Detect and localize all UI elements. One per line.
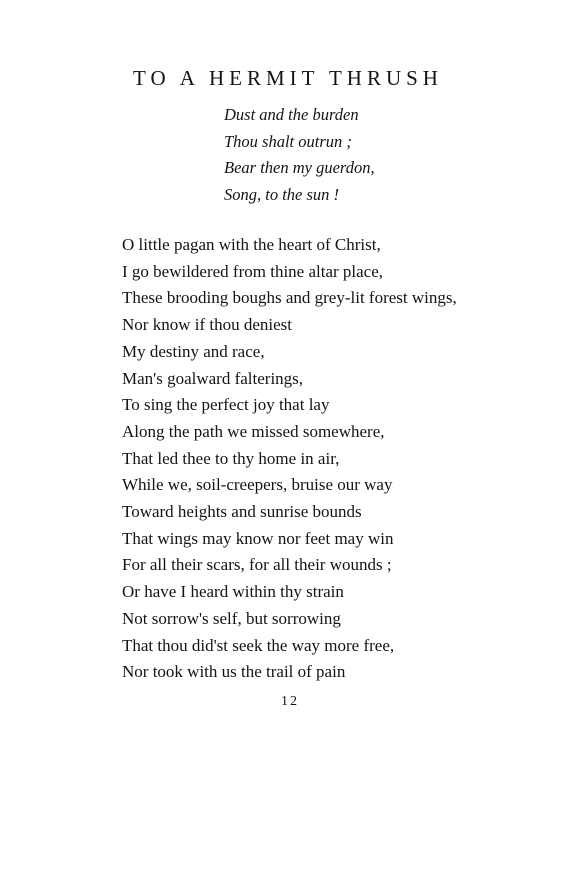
verse-line: While we, soil-creepers, bruise our way [122, 475, 393, 495]
epigraph-line: Song, to the sun ! [224, 184, 340, 204]
poem-title: TO A HERMIT THRUSH [133, 66, 443, 90]
verse-line: Nor know if thou deniest [122, 315, 292, 335]
verse-line: That led thee to thy home in air, [122, 448, 340, 468]
verse-line: O little pagan with the heart of Christ, [122, 235, 381, 254]
epigraph-line: Dust and the burden [224, 105, 359, 124]
verse-line: Along the path we missed somewhere, [122, 421, 385, 441]
page-number: 12 [281, 694, 299, 709]
poem-stanza [122, 232, 457, 686]
verse-line: Toward heights and sunrise bounds [122, 502, 362, 522]
verse-line: Or have I heard within thy strain [122, 582, 344, 602]
verse-line: That wings may know nor feet may win [122, 528, 394, 548]
verse-line: I go bewildered from thine altar place, [122, 261, 384, 281]
verse-line: These brooding boughs and grey-lit forest wings, [122, 288, 457, 308]
verse-line: My destiny and race, [122, 341, 265, 361]
epigraph-line: Bear then my guerdon, [224, 158, 375, 177]
verse-line: Man's goalward falterings, [122, 368, 304, 388]
epigraph [224, 102, 375, 208]
verse-line: Nor took with us the trail of pain [122, 662, 346, 682]
verse-line: To sing the perfect joy that lay [122, 395, 330, 415]
epigraph-line: Thou shalt outrun ; [224, 131, 352, 151]
verse-line: For all their scars, for all their wounds ; [122, 555, 392, 575]
verse-line: That thou did'st seek the way more free, [122, 635, 395, 655]
verse-line: Not sorrow's self, but sorrowing [122, 608, 341, 628]
